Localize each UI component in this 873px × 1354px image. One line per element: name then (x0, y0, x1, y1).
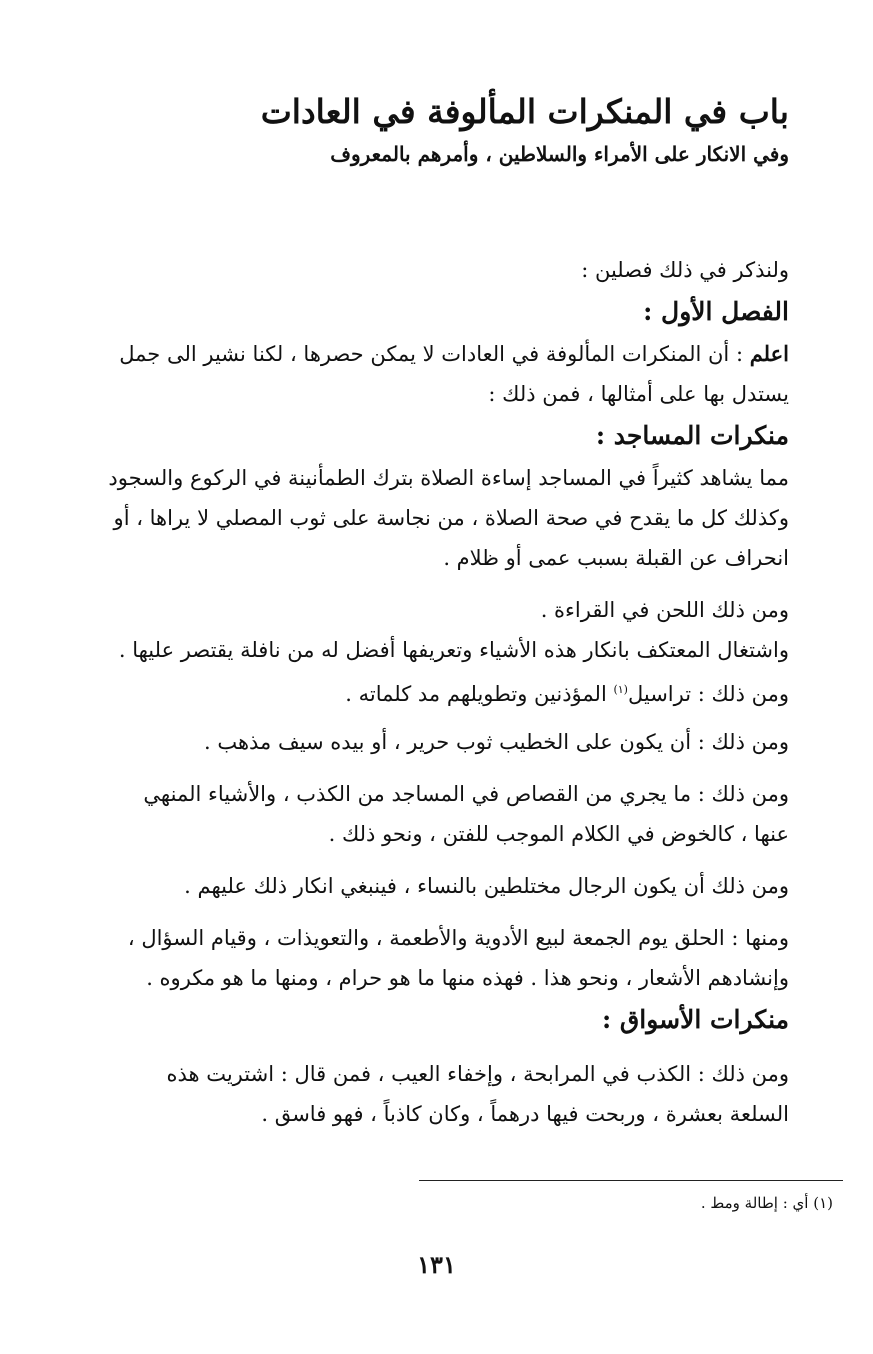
paragraph-line: ومن ذلك : ما يجري من القصاص في المساجد من الكذب ، والأشياء المنهي (143, 782, 789, 806)
paragraph-text: المؤذنين وتطويلهم مد كلماته . (345, 682, 614, 706)
chapter-subtitle: وفي الانكار على الأمراء والسلاطين ، وأمرهم بالمعروف (330, 142, 789, 166)
paragraph-line: وكذلك كل ما يقدح في صحة الصلاة ، من نجاسة على ثوب المصلي لا يراها ، أو (113, 506, 789, 530)
paragraph-line (79, 670, 789, 710)
footnote-divider (419, 1180, 843, 1181)
paragraph-line: وإنشادهم الأشعار ، ونحو هذا . فهذه منها ما هو حرام ، ومنها ما هو مكروه . (146, 966, 789, 990)
paragraph-line: ومن ذلك : الكذب في المرابحة ، وإخفاء العيب ، فمن قال : اشتريت هذه (166, 1062, 789, 1086)
paragraph-gap (79, 762, 789, 774)
paragraph-line: يستدل بها على أمثالها ، فمن ذلك : (488, 382, 789, 406)
paragraph-gap (79, 906, 789, 918)
paragraph-line: عنها ، كالخوض في الكلام الموجب للفتن ، ونحو ذلك . (328, 822, 789, 846)
paragraph-line: ومن ذلك أن يكون الرجال مختلطين بالنساء ، فينبغي انكار ذلك عليهم . (184, 874, 789, 898)
intro-line: ولنذكر في ذلك فصلين : (581, 258, 789, 282)
paragraph-gap (79, 854, 789, 866)
paragraph-line: واشتغال المعتكف بانكار هذه الأشياء وتعريفها أفضل له من نافلة يقتصر عليها . (118, 638, 789, 662)
footnote-marker: (١) (613, 683, 628, 696)
chapter-title: باب في المنكرات المألوفة في العادات (260, 92, 789, 131)
section-heading-mosques: منكرات المساجد : (595, 421, 789, 450)
paragraph-text: ومن ذلك : تراسيل (627, 682, 789, 706)
paragraph-line: ومن ذلك اللحن في القراءة . (540, 598, 789, 622)
paragraph-line: مما يشاهد كثيراً في المساجد إساءة الصلاة بترك الطمأنينة في الركوع والسجود (108, 466, 789, 490)
page-number: ١٣١ (417, 1250, 456, 1279)
paragraph-line: انحراف عن القبلة بسبب عمى أو ظلام . (443, 546, 789, 570)
paragraph-gap (79, 710, 789, 722)
paragraph-line: ومنها : الحلق يوم الجمعة لبيع الأدوية والأطعمة ، والتعويذات ، وقيام السؤال ، (127, 926, 789, 950)
page-body (79, 250, 789, 1134)
section-heading-markets: منكرات الأسواق : (601, 1005, 789, 1034)
paragraph-line: السلعة بعشرة ، وربحت فيها درهماً ، وكان كاذباً ، فهو فاسق . (261, 1102, 789, 1126)
paragraph-text: : أن المنكرات المألوفة في العادات لا يمكن حصرها ، لكنا نشير الى جمل (119, 342, 750, 366)
paragraph-gap (79, 578, 789, 590)
paragraph-line (79, 334, 789, 374)
section-heading-first: الفصل الأول : (643, 297, 789, 326)
paragraph-gap (79, 1042, 789, 1054)
paragraph-line: ومن ذلك : أن يكون على الخطيب ثوب حرير ، أو بيده سيف مذهب . (203, 730, 789, 754)
footnote: (١) أي : إطالة ومط . (700, 1194, 833, 1212)
paragraph-lead-word: اعلم (749, 341, 789, 366)
